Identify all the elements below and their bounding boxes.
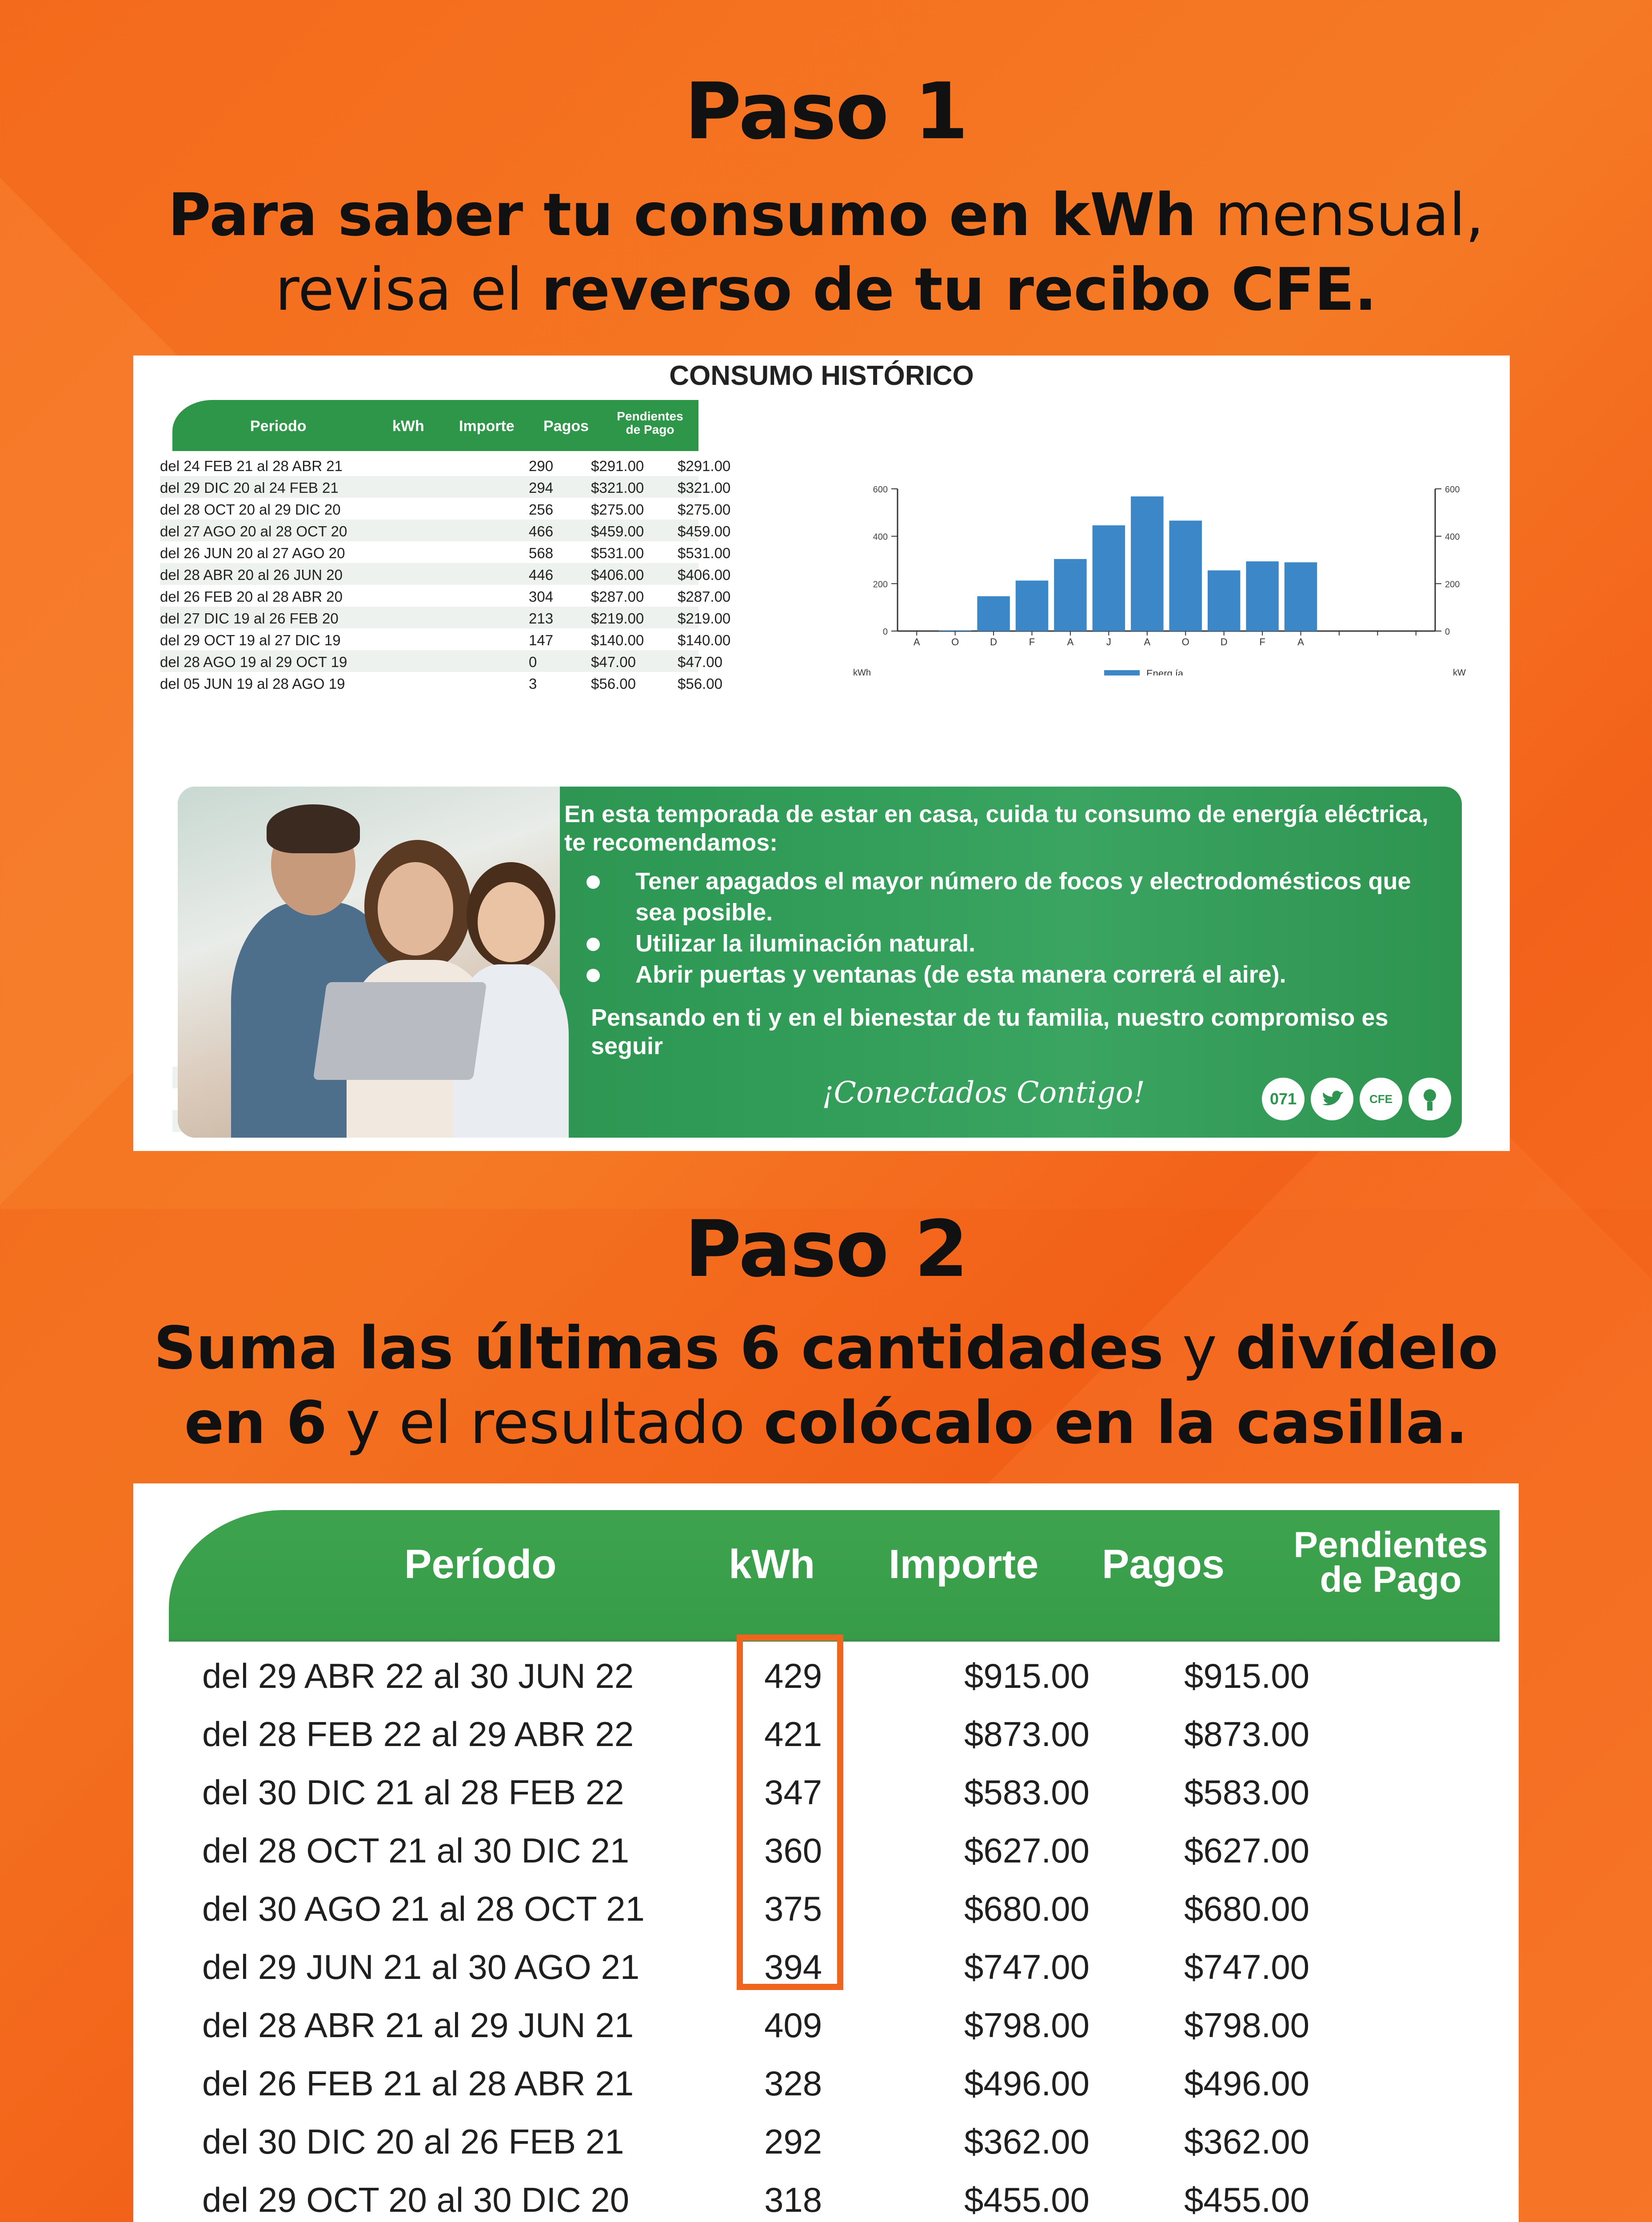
row-importe: $873.00	[964, 1714, 1089, 1754]
row-kwh: 409	[764, 2006, 822, 2045]
step2-description	[0, 1311, 1652, 1460]
chart-bar	[1285, 562, 1317, 631]
row-importe: $798.00	[964, 2006, 1089, 2045]
row-importe: $496.00	[964, 2064, 1089, 2103]
history-table-body	[160, 454, 731, 694]
header-pendientes	[610, 410, 690, 436]
row-kwh: 318	[764, 2180, 822, 2219]
header-pendientes-line1: Pendientes	[617, 409, 683, 423]
y-tick-label: 400	[1445, 532, 1460, 542]
row-pagos: $287.00	[678, 588, 731, 605]
row-kwh: 446	[529, 567, 554, 583]
y-tick-label: 0	[882, 627, 888, 637]
row-periodo: del 30 DIC 21 al 28 FEB 22	[202, 1773, 624, 1812]
step2-desc-normal: y	[1163, 1314, 1236, 1383]
header-kwh: kWh	[392, 418, 424, 435]
row-pagos: $531.00	[678, 545, 731, 561]
step2-desc-bold: colócalo en la casilla.	[763, 1389, 1468, 1457]
step1-desc-line2	[0, 252, 1652, 327]
row-kwh: 256	[529, 501, 554, 518]
y-axis-label-right: kW	[1453, 668, 1466, 675]
row-importe: $406.00	[591, 567, 644, 583]
receipt-table-image	[133, 1483, 1519, 2222]
twitter-icon	[1311, 1078, 1353, 1120]
x-tick-label: A	[1144, 636, 1151, 647]
row-periodo: del 29 ABR 22 al 30 JUN 22	[202, 1656, 634, 1695]
row-periodo: del 26 FEB 20 al 28 ABR 20	[160, 588, 343, 605]
legend-swatch	[1104, 670, 1140, 675]
chart-bar	[1208, 570, 1240, 631]
cfe-icon: CFE	[1360, 1078, 1402, 1120]
step2-desc-bold: divídelo	[1235, 1314, 1498, 1383]
row-importe: $583.00	[964, 1773, 1089, 1812]
row-importe: $291.00	[591, 458, 644, 474]
row-pagos: $140.00	[678, 632, 731, 648]
row-importe: $47.00	[591, 654, 636, 670]
row-periodo: del 26 FEB 21 al 28 ABR 21	[202, 2064, 634, 2103]
chart-bar	[1093, 525, 1125, 631]
row-importe: $287.00	[591, 588, 644, 605]
table-row	[133, 1993, 1519, 2051]
table-row	[160, 476, 731, 498]
chart-bar	[1131, 496, 1163, 631]
table-row	[160, 585, 731, 607]
step2-desc-bold: en 6	[184, 1389, 327, 1457]
y-tick-label: 600	[873, 485, 888, 495]
step2-desc-normal: y el resultado	[327, 1389, 764, 1457]
row-importe: $321.00	[591, 480, 644, 496]
row-periodo: del 28 FEB 22 al 29 ABR 22	[202, 1714, 634, 1754]
last-six-highlight-box	[737, 1635, 843, 1990]
row-pagos: $873.00	[1184, 1714, 1309, 1754]
row-periodo: del 05 JUN 19 al 28 AGO 19	[160, 675, 345, 692]
family-photo	[178, 787, 560, 1138]
chart-bar	[1054, 559, 1086, 631]
recommendation-list	[564, 866, 1435, 990]
chart-bar	[1169, 520, 1201, 631]
row-periodo: del 26 JUN 20 al 27 AGO 20	[160, 545, 345, 561]
row-periodo: del 29 DIC 20 al 24 FEB 21	[160, 480, 339, 496]
row-importe: $219.00	[591, 610, 644, 627]
step2-desc-bold: Suma las últimas 6 cantidades	[154, 1314, 1164, 1383]
step1-desc-line1	[0, 178, 1652, 252]
row-kwh: 429	[764, 1656, 822, 1695]
app-icon	[1409, 1078, 1451, 1120]
table-row	[160, 563, 731, 585]
step1-desc-normal: revisa el	[275, 256, 542, 324]
row-periodo: del 29 JUN 21 al 30 AGO 21	[202, 1947, 640, 1986]
laptop-icon	[313, 982, 487, 1080]
y-tick-label: 0	[1445, 627, 1450, 637]
x-tick-label: A	[1067, 636, 1074, 647]
x-tick-label: D	[990, 636, 998, 647]
row-pagos: $219.00	[678, 610, 731, 627]
row-pagos: $362.00	[1184, 2122, 1309, 2161]
phone-071-icon: 071	[1262, 1078, 1305, 1120]
step2-desc-line1	[0, 1311, 1652, 1386]
row-periodo: del 28 ABR 21 al 29 JUN 21	[202, 2006, 634, 2045]
consumption-history-title: CONSUMO HISTÓRICO	[669, 360, 974, 391]
row-kwh: 568	[529, 545, 554, 561]
recommendation-item: Tener apagados el mayor número de focos y electrodomésticos que sea posible.	[564, 866, 1435, 928]
row-kwh: 292	[764, 2122, 822, 2161]
row-periodo: del 27 DIC 19 al 26 FEB 20	[160, 610, 339, 627]
row-pagos: $496.00	[1184, 2064, 1309, 2103]
header-importe: Importe	[889, 1542, 1039, 1587]
x-tick-label: F	[1029, 636, 1035, 647]
row-kwh: 360	[764, 1831, 822, 1870]
banner-slogan: ¡Conectados Contigo!	[822, 1075, 1145, 1110]
header-pendientes-line2: de Pago	[626, 423, 674, 436]
receipt-table-header	[169, 1510, 1500, 1639]
header-pendientes-line1: Pendientes	[1293, 1525, 1488, 1565]
banner-outro: Pensando en ti y en el bienestar de tu familia, nuestro compromiso es seguir	[591, 1004, 1389, 1059]
row-periodo: del 28 ABR 20 al 26 JUN 20	[160, 567, 343, 583]
legend-label: Energ ía	[1146, 668, 1184, 675]
step1-title: Paso 1	[684, 67, 968, 157]
x-tick-label: F	[1259, 636, 1265, 647]
x-tick-label: O	[951, 636, 959, 647]
row-pagos: $915.00	[1184, 1656, 1309, 1695]
row-pagos: $406.00	[678, 567, 731, 583]
row-importe: $56.00	[591, 675, 636, 692]
row-kwh: 347	[764, 1773, 822, 1812]
row-pagos: $798.00	[1184, 2006, 1309, 2045]
row-kwh: 213	[529, 610, 554, 627]
x-tick-label: O	[1181, 636, 1189, 647]
y-tick-label: 200	[1445, 579, 1460, 590]
header-periodo: Período	[404, 1542, 557, 1587]
recommendation-item: Utilizar la iluminación natural.	[564, 928, 1435, 959]
x-tick-label: J	[1106, 636, 1111, 647]
social-icons	[1262, 1078, 1448, 1122]
table-row	[133, 2051, 1519, 2109]
header-kwh: kWh	[729, 1542, 815, 1587]
row-pagos: $291.00	[678, 458, 731, 474]
row-importe: $680.00	[964, 1889, 1089, 1928]
row-periodo: del 28 OCT 21 al 30 DIC 21	[202, 1831, 630, 1870]
row-periodo: del 24 FEB 21 al 28 ABR 21	[160, 458, 343, 474]
y-tick-label: 200	[873, 579, 888, 590]
table-row	[160, 498, 731, 520]
consumption-chart	[844, 462, 1493, 675]
row-importe: $459.00	[591, 523, 644, 540]
row-kwh: 394	[764, 1947, 822, 1986]
step1-description	[0, 178, 1652, 327]
table-row	[160, 520, 731, 541]
row-kwh: 147	[529, 632, 554, 648]
row-kwh: 0	[529, 654, 537, 670]
header-pendientes	[1293, 1525, 1488, 1600]
row-pagos: $56.00	[678, 675, 722, 692]
row-periodo: del 30 AGO 21 al 28 OCT 21	[202, 1889, 645, 1928]
recommendation-item: Abrir puertas y ventanas (de esta manera correrá el aire).	[564, 959, 1435, 990]
chart-bar	[977, 596, 1010, 631]
chart-bar	[939, 630, 971, 631]
row-importe: $915.00	[964, 1656, 1089, 1695]
row-pagos: $747.00	[1184, 1947, 1309, 1986]
row-periodo: del 27 AGO 20 al 28 OCT 20	[160, 523, 347, 540]
row-periodo: del 30 DIC 20 al 26 FEB 21	[202, 2122, 624, 2161]
row-periodo: del 28 AGO 19 al 29 OCT 19	[160, 654, 347, 670]
table-row	[160, 650, 722, 672]
row-kwh: 421	[764, 1714, 822, 1754]
step2-title: Paso 2	[684, 1204, 968, 1295]
receipt-back-image	[133, 356, 1510, 1151]
step1-desc-bold: reverso de tu recibo CFE.	[541, 256, 1377, 324]
x-tick-label: D	[1220, 636, 1228, 647]
row-importe: $747.00	[964, 1947, 1089, 1986]
row-pagos: $583.00	[1184, 1773, 1309, 1812]
header-pendientes-line2: de Pago	[1320, 1559, 1462, 1600]
table-row	[160, 628, 731, 650]
row-periodo: del 29 OCT 20 al 30 DIC 20	[202, 2180, 630, 2219]
banner-text	[564, 800, 1435, 1060]
header-pagos: Pagos	[543, 418, 589, 435]
x-tick-label: A	[913, 636, 920, 647]
table-row	[160, 454, 731, 476]
row-importe: $275.00	[591, 501, 644, 518]
step1-desc-normal: mensual,	[1196, 181, 1484, 249]
table-row	[133, 2167, 1519, 2222]
row-pagos: $321.00	[678, 480, 731, 496]
row-pagos: $275.00	[678, 501, 731, 518]
x-tick-label: A	[1297, 636, 1304, 647]
energy-saving-banner	[178, 787, 1462, 1138]
row-importe: $627.00	[964, 1831, 1089, 1870]
chart-bar	[1016, 580, 1048, 631]
row-kwh: 328	[764, 2064, 822, 2103]
y-axis-label-left: kWh	[853, 668, 871, 675]
step2-desc-line2	[0, 1386, 1652, 1460]
header-importe: Importe	[459, 418, 515, 435]
row-pagos: $47.00	[678, 654, 722, 670]
table-row	[160, 541, 731, 563]
row-importe: $140.00	[591, 632, 644, 648]
row-periodo: del 29 OCT 19 al 27 DIC 19	[160, 632, 341, 648]
y-tick-label: 400	[873, 532, 888, 542]
row-kwh: 294	[529, 480, 554, 496]
row-pagos: $680.00	[1184, 1889, 1309, 1928]
header-pagos: Pagos	[1102, 1542, 1225, 1587]
row-kwh: 466	[529, 523, 554, 540]
banner-intro: En esta temporada de estar en casa, cuida tu consumo de energía eléctrica, te recomendamos:	[564, 801, 1429, 856]
row-importe: $531.00	[591, 545, 644, 561]
step1-desc-bold: Para saber tu consumo en kWh	[168, 181, 1197, 249]
row-importe: $455.00	[964, 2180, 1089, 2219]
header-periodo: Periodo	[250, 418, 307, 435]
chart-bar	[1246, 561, 1278, 631]
y-tick-label: 600	[1445, 485, 1460, 495]
row-kwh: 304	[529, 588, 554, 605]
row-kwh: 290	[529, 458, 554, 474]
row-kwh: 375	[764, 1889, 822, 1928]
consumption-bar-chart	[844, 462, 1493, 675]
row-importe: $362.00	[964, 2122, 1089, 2161]
history-table-header	[172, 400, 698, 451]
row-pagos: $627.00	[1184, 1831, 1309, 1870]
table-row	[133, 2109, 1519, 2167]
row-pagos: $459.00	[678, 523, 731, 540]
row-kwh: 3	[529, 675, 537, 692]
row-pagos: $455.00	[1184, 2180, 1309, 2219]
table-row	[160, 607, 731, 628]
row-periodo: del 28 OCT 20 al 29 DIC 20	[160, 501, 341, 518]
table-row	[160, 672, 722, 694]
